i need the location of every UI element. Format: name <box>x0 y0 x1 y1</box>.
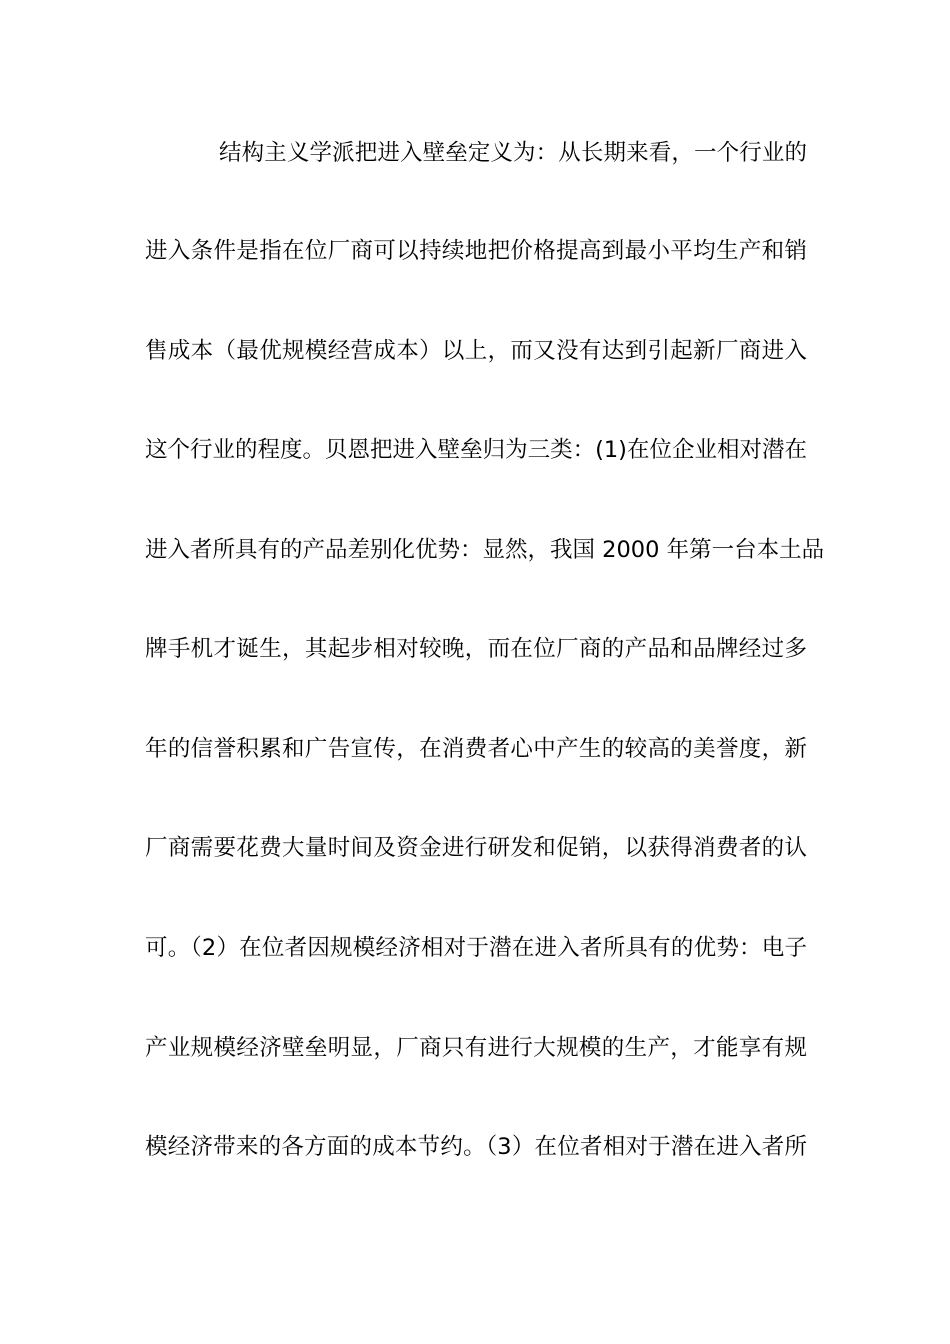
paragraph-line-11: 模经济带来的各方面的成本节约。（3）在位者相对于潜在进入者所 <box>145 1134 807 1160</box>
paragraph-line-8: 厂商需要花费大量时间及资金进行研发和促销，以获得消费者的认 <box>145 835 807 861</box>
paragraph-line-10: 产业规模经济壁垒明显，厂商只有进行大规模的生产，才能享有规 <box>145 1035 807 1061</box>
paragraph-line-1: 结构主义学派把进入壁垒定义为：从长期来看，一个行业的 <box>219 140 807 166</box>
paragraph-line-2: 进入条件是指在位厂商可以持续地把价格提高到最小平均生产和销 <box>145 238 807 264</box>
paragraph-line-9: 可。（2）在位者因规模经济相对于潜在进入者所具有的优势：电子 <box>145 935 807 961</box>
paragraph-line-6: 牌手机才诞生，其起步相对较晚，而在位厂商的产品和品牌经过多 <box>145 636 807 662</box>
paragraph-line-7: 年的信誉积累和广告宣传，在消费者心中产生的较高的美誉度，新 <box>145 736 807 762</box>
paragraph-line-3: 售成本（最优规模经营成本）以上，而又没有达到引起新厂商进入 <box>145 338 807 364</box>
paragraph-line-5: 进入者所具有的产品差别化优势：显然，我国 2000 年第一台本土品 <box>145 537 825 563</box>
paragraph-line-4: 这个行业的程度。贝恩把进入壁垒归为三类：(1)在位企业相对潜在 <box>145 437 807 463</box>
